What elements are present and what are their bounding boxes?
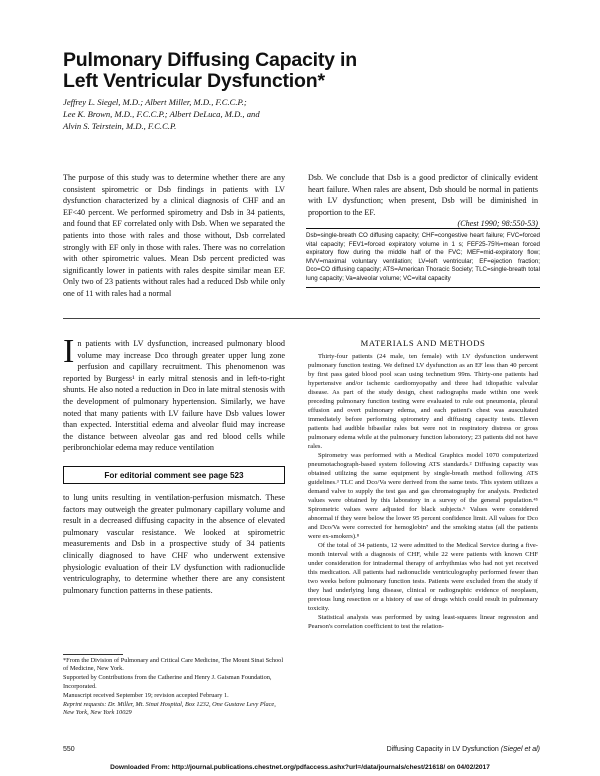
methods-heading: MATERIALS AND METHODS <box>360 338 486 348</box>
footnote-reprints: Reprint requests: Dr. Miller, Mt. Sinai Hospital, Box 1232, One Gustave Levy Place, New York, New York 10029 <box>63 701 276 717</box>
author-line: Jeffrey L. Siegel, M.D.; Albert Miller, M.D., F.C.C.P.; <box>63 97 247 107</box>
methods-paragraph: Statistical analysis was performed by using least-squares linear regression and Pearson's correlation coefficient to test the relation- <box>308 614 538 630</box>
running-title: Diffusing Capacity in LV Dysfunction <box>386 746 499 753</box>
running-footer <box>387 746 540 753</box>
author-list <box>63 96 363 132</box>
abstract-right-column <box>308 172 538 230</box>
download-notice: Downloaded From: http://journal.publications.chestnet.org/pdfaccess.ashx?url=/data/journals/chest/21618/ on 04/02/2017 <box>110 764 490 771</box>
footnote-support: Supported by Contributions from the Catherine and Henry J. Gaisman Foundation, Incorporated. <box>63 674 272 690</box>
intro-text: n patients with LV dysfunction, increased pulmonary blood volume may increase Dco through greater upper lung zone perfusion and capillary recruitment. This phenomenon was reported by Burgess¹ in early mitral stenosis and in left-to-right shunts. He also noted a reduction in Dco in late mitral stenosis with the development of pulmonary hypertension. Similarly, we have noted that many patients with LV failure have Dsb values lower than expected. Interstitial edema and alveolar fluid may increase the distance between alveolar gas and red blood cells while peribronchiolar edema may reduce ventilation <box>63 339 285 453</box>
footnote-received: Manuscript received September 19; revision accepted February 1. <box>63 691 229 699</box>
author-line: Alvin S. Teirstein, M.D., F.C.C.P. <box>63 121 177 131</box>
footnotes <box>63 657 285 718</box>
editorial-comment-box: For editorial comment see page 523 <box>63 466 285 484</box>
intro-continuation: to lung units resulting in ventilation-perfusion mismatch. These factors may outweigh the greater pulmonary capillary volume and result in a decreased diffusing capacity in the absence of elevated pulmonary vascular resistance. We looked at spirometric measurements and Dsb in a prospective study of 34 patients clinically diagnosed to have CHF who underwent extensive physiologic evaluation of their LV dysfunction with radionuclide ventriculography, to determine whether there are any consistent pulmonary function patterns in these patients. <box>63 493 285 595</box>
article-title: Pulmonary Diffusing Capacity in Left Ventricular Dysfunction* <box>63 49 357 92</box>
section-divider <box>63 318 540 319</box>
abstract-continuation: Dsb. We conclude that Dsb is a good predictor of clinically evident heart failure. When rales are absent, Dsb should be normal in patients with LV dysfunction; when present, Dsb will be diminished in proportion to the EF. <box>308 173 538 217</box>
running-authors: (Siegel et al) <box>500 746 540 753</box>
methods-paragraph: Thirty-four patients (24 male, ten female) with LV dysfunction underwent pulmonary function testing. We defined LV dysfunction as an EF less than 40 percent by first pass gated blood pool scan using technetium 99m. Thirty-one patients had hypertensive and/or ischemic cardiomyopathy and three had idiopathic valvular disease. As part of the study design, chest radiographs made within one week preceding pulmonary function testing were evaluated to rule out pneumonia, pleural effusion and overt pulmonary edema, and each patient's chest was auscultated immediately before performing spirometry and diffusing capacity tests. Eleven patients had audible bibasilar rales but were not in respiratory distress or gross pulmonary edema while at the pulmonary function laboratory; 23 patients did not have rales. <box>308 353 538 450</box>
methods-paragraph: Of the total of 34 patients, 12 were admitted to the Medical Service during a five-month interval with a diagnosis of CHF, while 22 were patients with known CHF under consideration for intradermal therapy of arrhythmias who had not yet received this medication. All patients had radionuclide ventriculography performed fewer than two weeks before pulmonary function tests. Patients were excluded from the study if they had underlying lung disease, clinical or radiographic evidence of neoplasm, previous lung resection or a history of use of drugs which could result in pulmonary toxicity. <box>308 542 538 612</box>
abbreviations-box: Dsb=single-breath CO diffusing capacity; CHF=congestive heart failure; FVC=forced vital capacity; FEV1=forced expiratory volume in 1 s; FEF25-75%=mean forced expiratory flow during the middle half of the FVC; MEF=mid-expiratory flow; MVV=maximal voluntary ventilation; LV=left ventricular; EF=ejection fraction; Dco=CO diffusing capacity; ATS=American Thoracic Society; TLC=single-breath total lung capacity; Va=alveolar volume; VC=vital capacity <box>306 228 540 288</box>
page-number: 550 <box>63 746 75 753</box>
journal-citation: (Chest 1990; 98:550-53) <box>457 219 538 229</box>
page-footer <box>63 746 540 758</box>
methods-body <box>308 352 538 631</box>
footnote-affiliation: *From the Division of Pulmonary and Critical Care Medicine, The Mount Sinai School of Medicine, New York. <box>63 657 284 673</box>
intro-paragraph <box>63 333 285 454</box>
author-line: Lee K. Brown, M.D., F.C.C.P.; Albert DeLuca, M.D., and <box>63 109 260 119</box>
footnote-divider <box>63 654 123 655</box>
drop-cap: I <box>63 333 75 370</box>
abstract-left-column: The purpose of this study was to determine whether there are any consistent spirometric or Dsb findings in patients with LV dysfunction characterized by a clinical diagnosis of CHF and an EF<40 percent. We performed spirometry and Dsb in 34 patients, and found that EF correlated only with Dsb. When we separated the patients into those with rales and those without, Dsb correlated strongly with EF only in those with rales. There was no correlation with other spirometric values. Mean Dsb percent predicted was significantly lower in patients with rales despite similar mean EF. Only two of 23 patients without rales had a reduced Dsb while only one of 11 with rales had a normal <box>63 173 285 298</box>
methods-paragraph: Spirometry was performed with a Medical Graphics model 1070 computerized pneumotachograph-based system following ATS standards.² Diffusing capacity was obtained utilizing the same equipment by single-breath method following ATS guidelines.³ TLC and Dco/Va were derived from the same tests. This system utilizes a demand valve to supply the test gas and gas chromatography for analysis. Predicted values were obtained by this laboratory in a survey of the general population.⁴⁵ Spirometric values were adjusted for black subjects.⁶ Values were considered abnormal if they were below the lower 95 percent confidence limit. All values for Dco and Dco/Va were corrected for hemoglobin⁷ and the smoking status (all the patients were ex-smokers).⁸ <box>308 452 538 540</box>
